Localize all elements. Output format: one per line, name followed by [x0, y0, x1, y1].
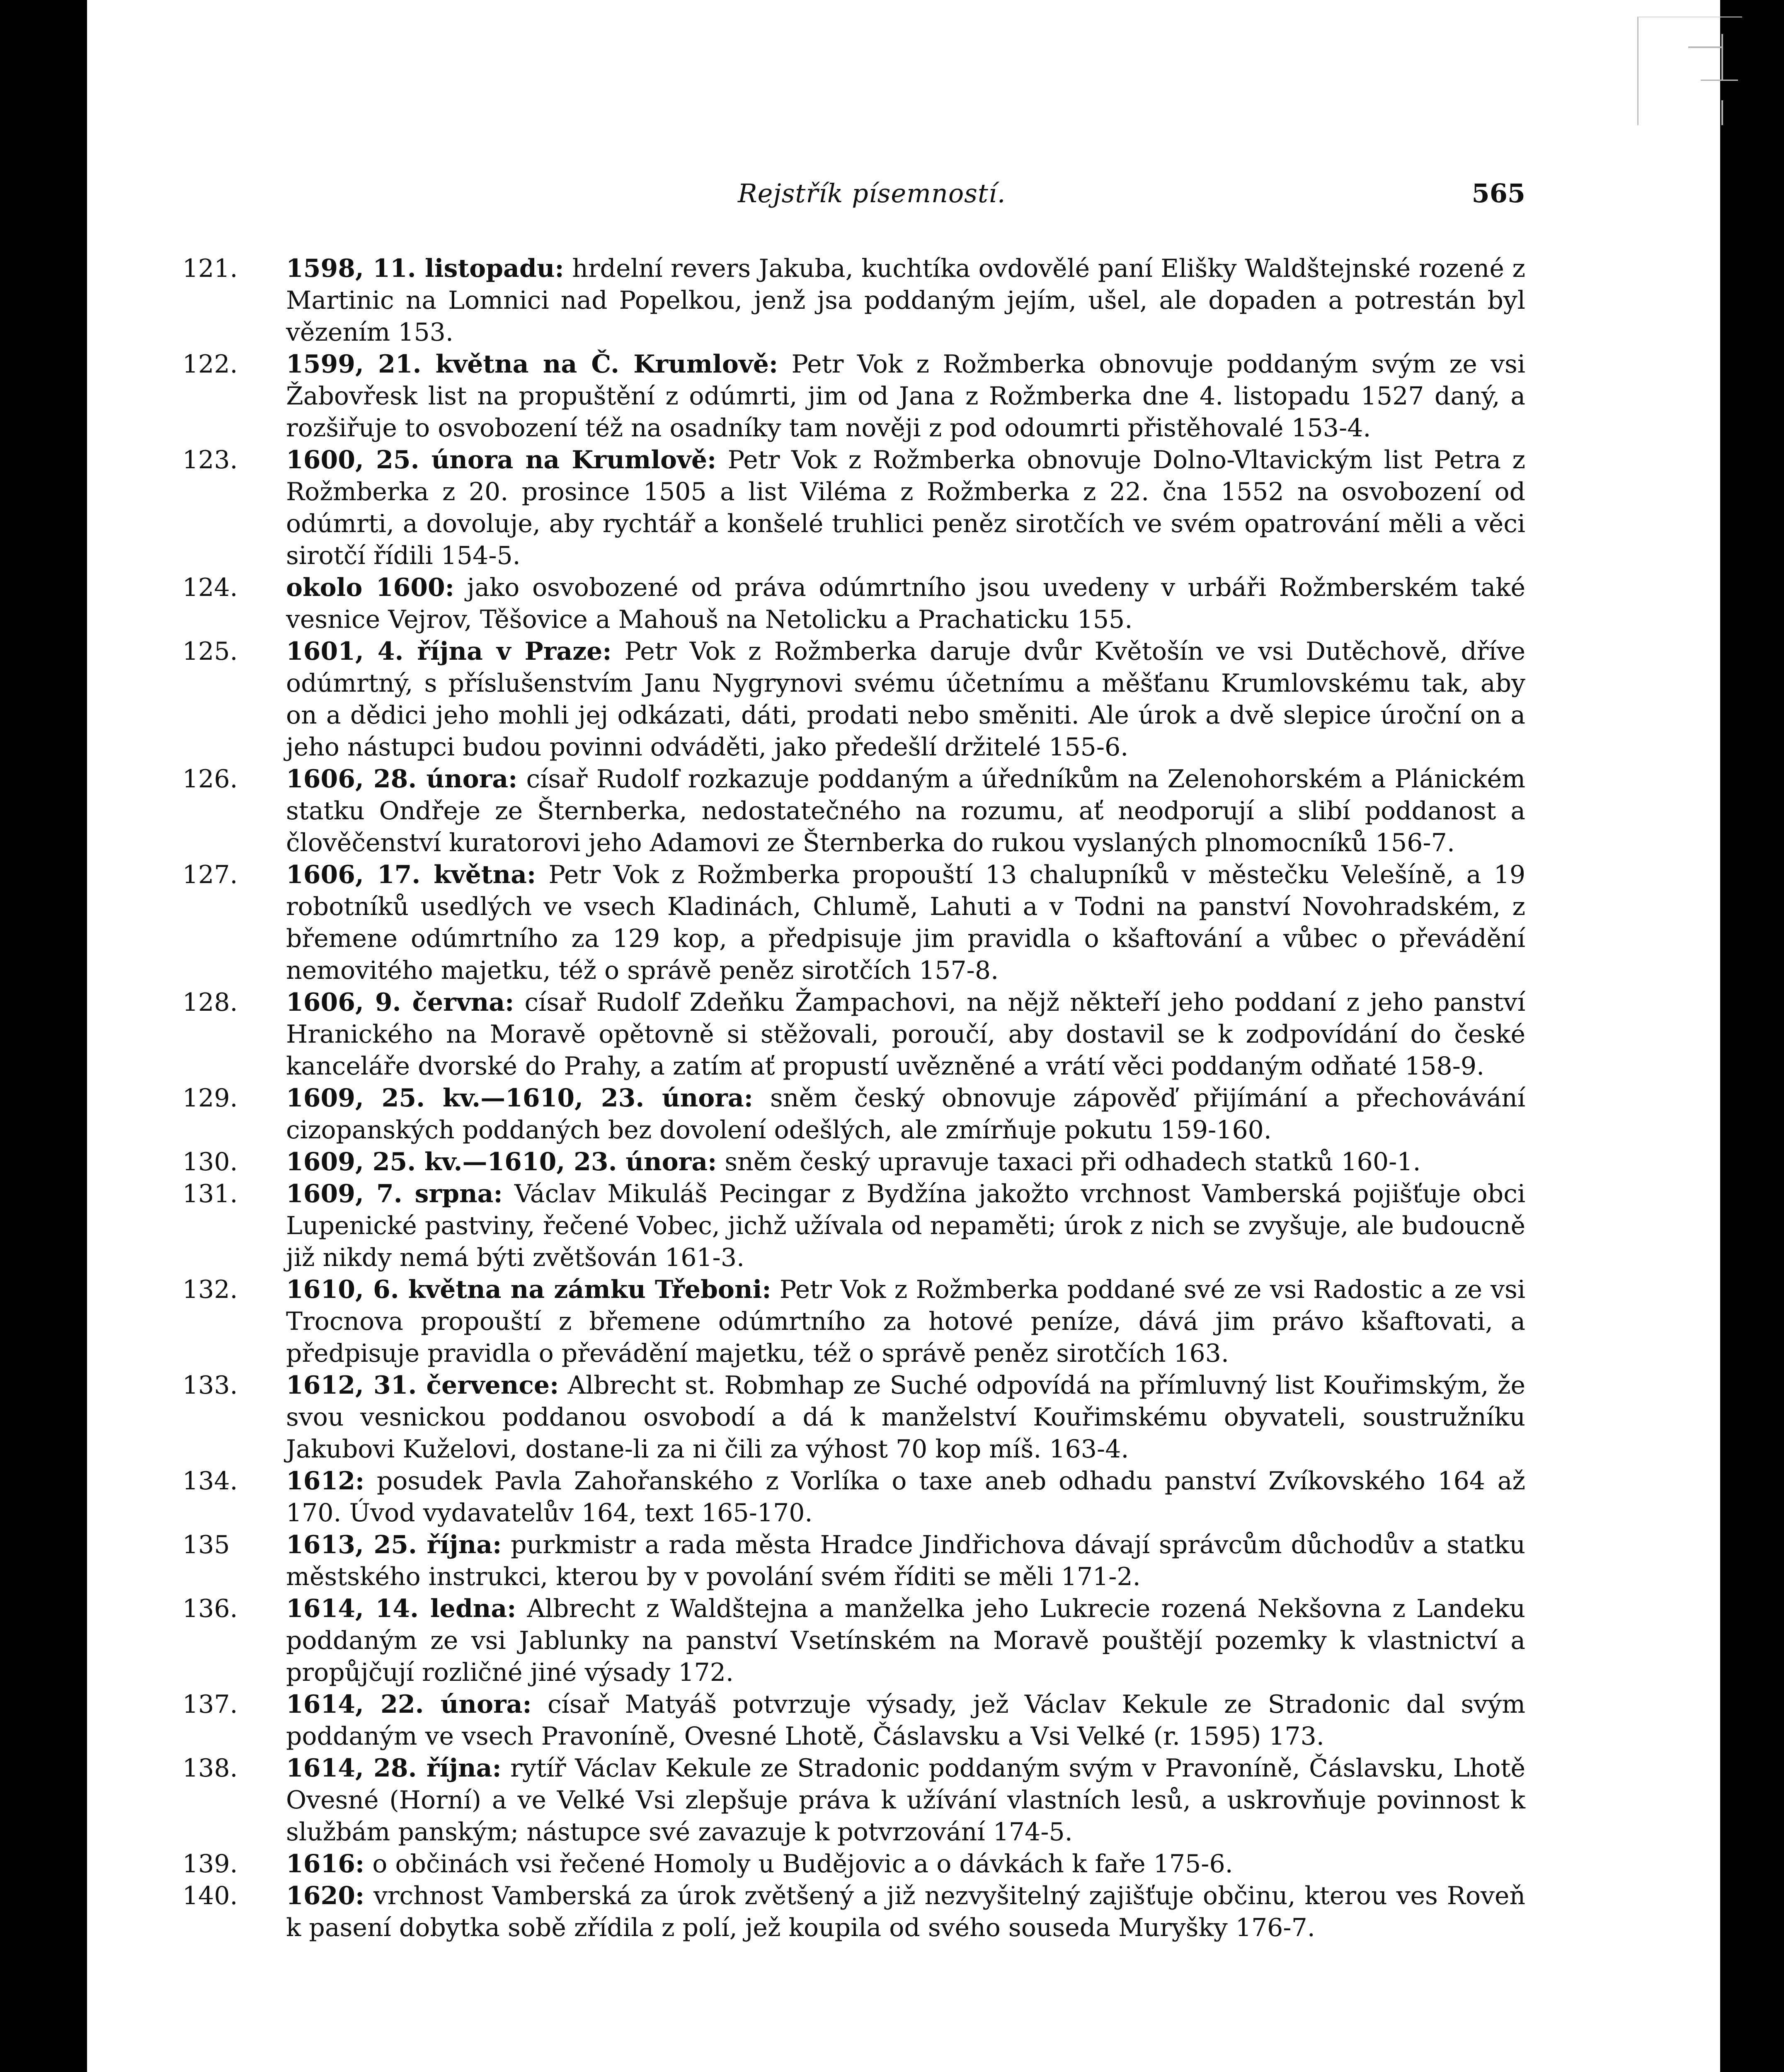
entry-description: Václav Mikuláš Pecingar z Bydžína jakožto vrchnost Vamberská pojišťuje obci Lupenické pastviny, řečené Vobec, jichž užívala od nepaměti; úrok z nich se zvyšuje, ale budoucně již nikdy nemá býti zvětšován 161-3. [286, 1179, 1526, 1272]
entry-body [286, 253, 1525, 349]
entry-body [286, 1689, 1525, 1752]
entry-date: 1612, 31. července: [286, 1371, 559, 1400]
entry-number: 121. [182, 254, 238, 283]
entry-body [286, 444, 1525, 572]
register-entry [182, 1370, 1525, 1465]
entry-body [286, 1593, 1525, 1689]
entry-number: 135 [182, 1530, 230, 1559]
entry-date: 1609, 25. kv.—1610, 23. února: [286, 1147, 717, 1176]
register-entry [182, 1752, 1525, 1848]
entry-body [286, 1146, 1525, 1178]
register-entry [182, 987, 1525, 1082]
entry-number: 140. [182, 1881, 238, 1910]
entry-number: 123. [182, 445, 238, 474]
entry-date: 1610, 6. května na zámku Třeboni: [286, 1275, 771, 1304]
register-entry [182, 636, 1525, 763]
entry-body [286, 1370, 1525, 1465]
entry-description: vrchnost Vamberská za úrok zvětšený a již nezvyšitelný zajišťuje občinu, kterou ves Roveň k pasení dobytka sobě zřídila z polí, jež koupila od svého souseda Muryšky 176-7. [286, 1881, 1525, 1942]
entry-date: 1614, 28. října: [286, 1754, 502, 1783]
entry-number: 137. [182, 1690, 238, 1719]
entry-number: 133. [182, 1371, 238, 1400]
page-number: 565 [1471, 178, 1525, 208]
register-entry [182, 1465, 1525, 1529]
register-entry [182, 1178, 1525, 1274]
register-entry [182, 349, 1525, 444]
entry-date: 1606, 28. února: [286, 765, 518, 794]
entry-number: 132. [182, 1275, 238, 1304]
entry-number: 131. [182, 1179, 238, 1208]
entry-body [286, 763, 1525, 859]
entry-body [286, 349, 1525, 444]
entry-description: o občinách vsi řečené Homoly u Budějovic a o dávkách k faře 175-6. [372, 1849, 1233, 1878]
entry-date: 1609, 25. kv.—1610, 23. února: [286, 1084, 753, 1113]
entry-description: hrdelní revers Jakuba, kuchtíka ovdovělé paní Elišky Waldštejnské rozené z Martinic na Lomnici nad Popelkou, jenž jsa poddaným jejím, ušel, ale dopaden a potrestán byl vězením 153. [286, 254, 1525, 347]
register-entry [182, 444, 1525, 572]
entry-body [286, 1880, 1525, 1944]
entry-date: 1616: [286, 1849, 365, 1878]
entry-date: 1609, 7. srpna: [286, 1179, 503, 1208]
register-entry [182, 1146, 1525, 1178]
entry-number: 138. [182, 1754, 238, 1783]
entry-description: purkmistr a rada města Hradce Jindřichova dávají správcům důchodův a statku městského instrukci, kterou by v povolání svém říditi se měli 171-2. [286, 1530, 1525, 1591]
register-entry [182, 253, 1525, 349]
scan-corner-mark [1637, 17, 1742, 125]
entry-description: rytíř Václav Kekule ze Stradonic poddaným svým v Pravoníně, Čáslavsku, Lhotě Ovesné (Horní) a ve Velké Vsi zlepšuje práva k užívání vlastních lesů, a uskrovňuje povinnost k službám panským; nástupce své zavazuje k potvrzování 174-5. [286, 1754, 1525, 1847]
register-entry [182, 1274, 1525, 1370]
entry-body [286, 1082, 1525, 1146]
entry-description: Petr Vok z Rožmberka daruje dvůr Květošín ve vsi Dutěchově, dříve odúmrtný, s příslušenstvím Janu Nygrynovi svému účetnímu a měšťanu Krumlovskému tak, aby on a dědici jeho mohli jej odkázati, dáti, prodati nebo směniti. Ale úrok a dvě slepice úroční on a jeho nástupci budou povinni odváděti, jako předešlí držitelé 155-6. [286, 637, 1526, 762]
register-entry [182, 1593, 1525, 1689]
entry-description: Petr Vok z Rožmberka obnovuje poddaným svým ze vsi Žabovřesk list na propuštění z odúmrti, jim od Jana z Rožmberka dne 4. listopadu 1527 daný, a rozšiřuje to osvobození též na osadníky tam nověji z pod odoumrti přistěhovalé 153-4. [286, 350, 1525, 443]
entry-date: 1606, 9. června: [286, 988, 514, 1017]
entry-description: Petr Vok z Rožmberka obnovuje Dolno-Vltavickým list Petra z Rožmberka z 20. prosince 1505 a list Viléma z Rožmberka z 22. čna 1552 na osvobození od odúmrti, a dovoluje, aby rychtář a konšelé truhlici peněz sirotčích ve svém opatrování měli a věci sirotčí řídili 154-5. [286, 445, 1525, 570]
entry-number: 130. [182, 1147, 238, 1176]
entry-number: 127. [182, 860, 238, 889]
entry-description: Albrecht st. Robmhap ze Suché odpovídá na přímluvný list Kouřimským, že svou vesnickou poddanou osvobodí a dá k manželství Kouřimskému obyvateli, soustružníku Jakubovi Kuželovi, dostane-li za ni čili za výhost 70 kop míš. 163-4. [286, 1371, 1525, 1464]
entry-description: jako osvobozené od práva odúmrtního jsou uvedeny v urbáři Rožmberském také vesnice Vejrov, Těšovice a Mahouš na Netolicku a Prachaticku 155. [286, 573, 1525, 634]
entry-body [286, 859, 1525, 987]
entry-body [286, 1178, 1525, 1274]
entry-number: 122. [182, 350, 238, 379]
entry-body [286, 1274, 1525, 1370]
entry-description: sněm český obnovuje zápověď přijímání a přechovávání cizopanských poddaných bez dovolení odešlých, ale zmírňuje pokutu 159-160. [286, 1084, 1526, 1145]
register-entry [182, 1880, 1525, 1944]
register-entry [182, 1689, 1525, 1752]
entry-description: posudek Pavla Zahořanského z Vorlíka o taxe aneb odhadu panství Zvíkovského 164 až 170. Úvod vydavatelův 164, text 165-170. [286, 1467, 1525, 1527]
entry-body [286, 1465, 1525, 1529]
entry-body [286, 987, 1525, 1082]
register-entry [182, 1082, 1525, 1146]
entry-number: 129. [182, 1084, 238, 1113]
running-title: Rejstřík písemností. [738, 178, 1006, 208]
entry-date: 1606, 17. května: [286, 860, 536, 889]
entry-date: 1598, 11. listopadu: [286, 254, 564, 283]
entry-date: 1599, 21. května na Č. Krumlově: [286, 350, 778, 379]
entry-description: císař Matyáš potvrzuje výsady, jež Václav Kekule ze Stradonic dal svým poddaným ve vsech Pravoníně, Ovesné Lhotě, Čáslavsku a Vsi Velké (r. 1595) 173. [286, 1690, 1525, 1751]
entry-description: Albrecht z Waldštejna a manželka jeho Lukrecie rozená Nekšovna z Landeku poddaným ze vsi Jablunky na panství Vsetínském na Moravě pouštějí pozemky k vlastnictví a propůjčují rozličné jiné výsady 172. [286, 1594, 1525, 1687]
scan-border-left [0, 0, 87, 2072]
register-entry [182, 1848, 1525, 1880]
entry-date: 1612: [286, 1467, 365, 1496]
entry-date: 1600, 25. února na Krumlově: [286, 445, 717, 474]
register-entries [182, 253, 1525, 1944]
register-entry [182, 763, 1525, 859]
entry-number: 124. [182, 573, 238, 602]
entry-date: 1614, 14. ledna: [286, 1594, 516, 1623]
entry-number: 136. [182, 1594, 238, 1623]
register-entry [182, 572, 1525, 636]
entry-number: 139. [182, 1849, 238, 1878]
entry-body [286, 572, 1525, 636]
entry-body [286, 1529, 1525, 1593]
entry-date: 1614, 22. února: [286, 1690, 532, 1719]
entry-description: císař Rudolf rozkazuje poddaným a úředníkům na Zelenohorském a Plánickém statku Ondřeje ze Šternberka, nedostatečného na rozumu, ať neodporují a slibí poddanost a člověčenství kuratorovi jeho Adamovi ze Šternberka do rukou vyslaných plnomocníků 156-7. [286, 765, 1526, 857]
entry-description: Petr Vok z Rožmberka propouští 13 chalupníků v městečku Velešíně, a 19 robotníků usedlých ve vsech Kladinách, Chlumě, Lahuti a v Todni na panství Novohradském, z břemene odúmrtního za 129 kop, a předpisuje jim pravidla o kšaftování a vůbec o převádění nemovitého majetku, též o správě peněz sirotčích 157-8. [286, 860, 1526, 985]
entry-body [286, 1848, 1525, 1880]
scan-border-right [1720, 0, 1784, 2072]
entry-body [286, 636, 1525, 763]
entry-number: 128. [182, 988, 238, 1017]
entry-date: 1601, 4. října v Praze: [286, 637, 612, 666]
entry-number: 126. [182, 765, 238, 794]
entry-date: 1620: [286, 1881, 365, 1910]
page-header [663, 178, 1525, 220]
register-entry [182, 1529, 1525, 1593]
entry-date: okolo 1600: [286, 573, 454, 602]
entry-number: 134. [182, 1467, 238, 1496]
entry-description: sněm český upravuje taxaci při odhadech statků 160-1. [725, 1147, 1421, 1176]
entry-body [286, 1752, 1525, 1848]
entry-description: císař Rudolf Zdeňku Žampachovi, na nějž někteří jeho poddaní z jeho panství Hranického na Moravě opětovně si stěžovali, poroučí, aby dostavil se k zodpovídání do české kanceláře dvorské do Prahy, a zatím ať propustí uvězněné a vrátí věci poddaným odňaté 158-9. [286, 988, 1526, 1081]
entry-description: Petr Vok z Rožmberka poddané své ze vsi Radostic a ze vsi Trocnova propouští z břemene odúmrtního za hotové peníze, dává jim právo kšaftovati, a předpisuje pravidla o převádění majetku, též o správě peněz sirotčích 163. [286, 1275, 1526, 1368]
entry-number: 125. [182, 637, 238, 666]
entry-date: 1613, 25. října: [286, 1530, 502, 1559]
register-entry [182, 859, 1525, 987]
